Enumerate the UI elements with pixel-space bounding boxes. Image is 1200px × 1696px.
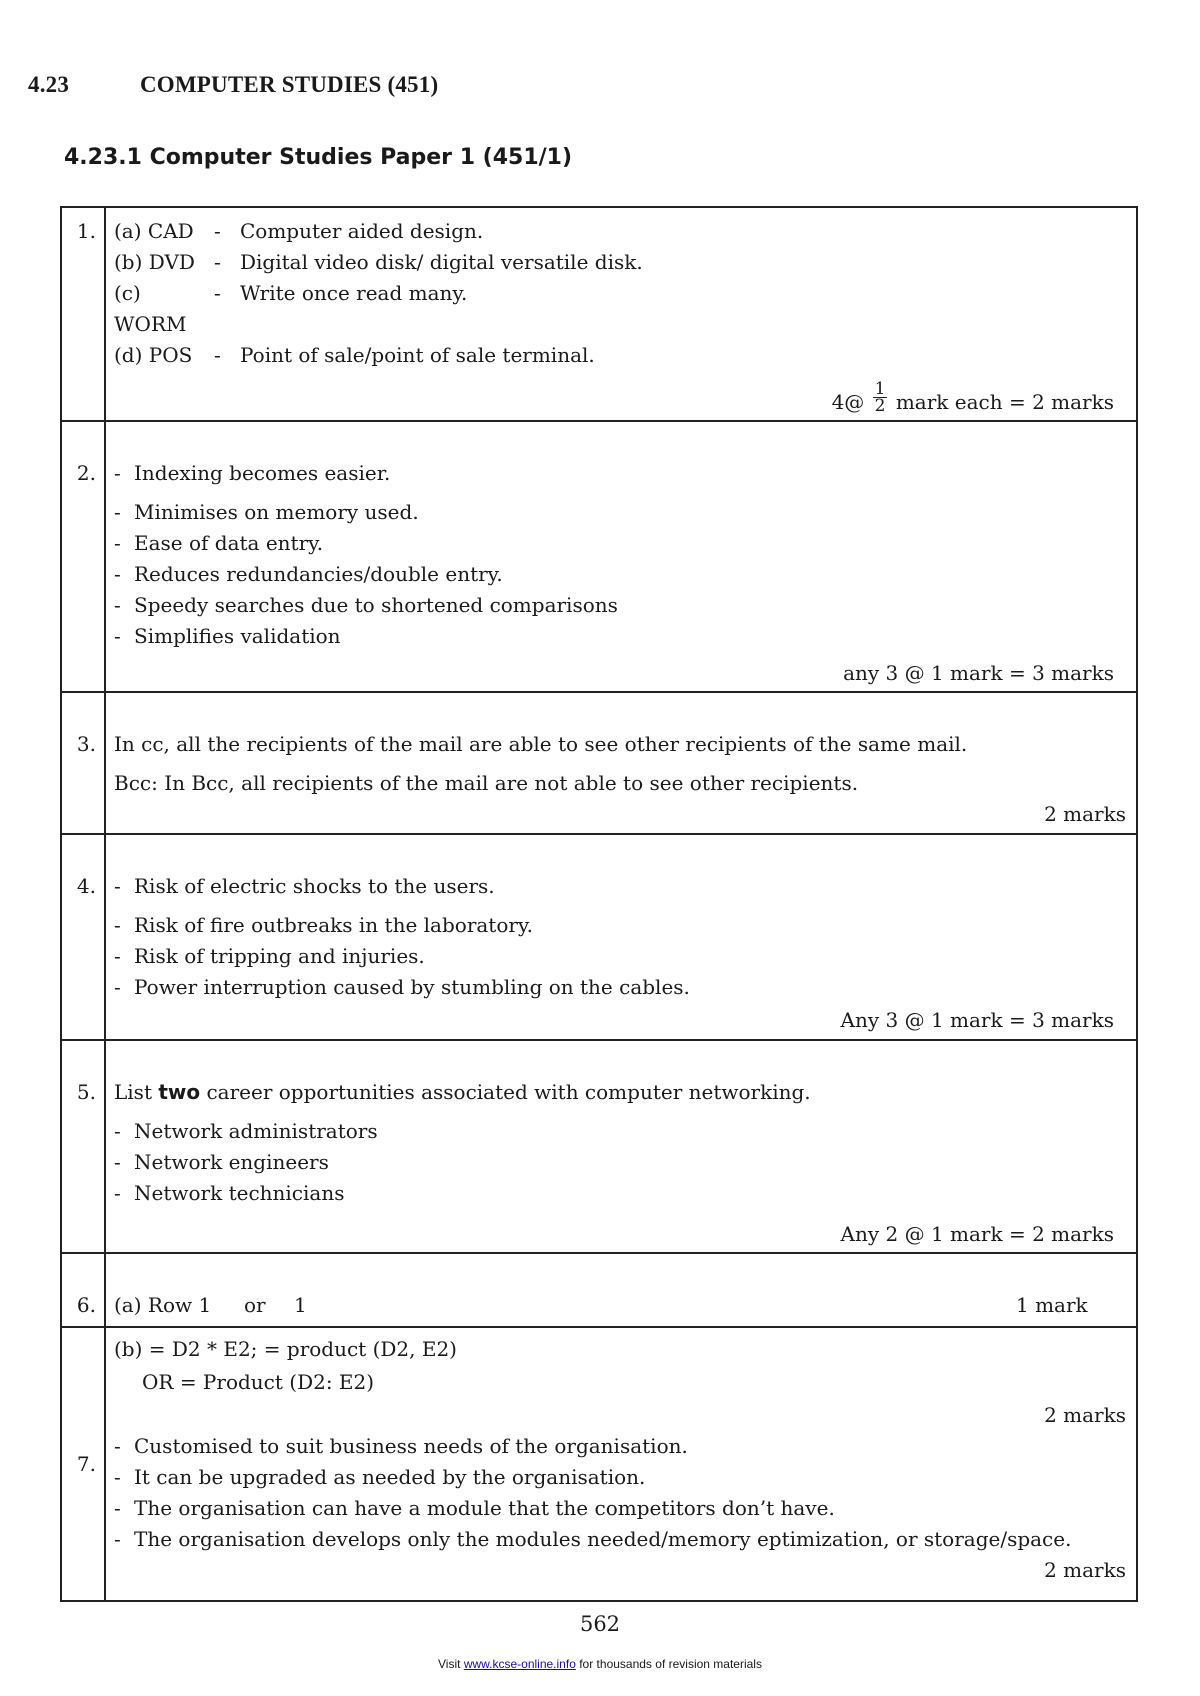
footer-text: for thousands of revision materials bbox=[579, 1657, 762, 1671]
answer-line: Bcc: In Bcc, all recipients of the mail are not able to see other recipients. bbox=[114, 771, 859, 795]
half-fraction: $\frac{1}{2}$ bbox=[874, 379, 886, 416]
answer-item: - Customised to suit business needs of the organisation. bbox=[114, 1434, 688, 1458]
answer-item: (a) CAD - Computer aided design. bbox=[114, 219, 484, 243]
question-number: 7. bbox=[61, 1327, 105, 1601]
answer-cell bbox=[105, 834, 1137, 1040]
marks-allocation: any 3 @ 1 mark = 3 marks bbox=[843, 661, 1114, 685]
answer-item: - Risk of fire outbreaks in the laboratory. bbox=[114, 913, 533, 937]
footer bbox=[0, 1657, 1200, 1671]
page-number: 562 bbox=[579, 1612, 621, 1636]
answer-item: - Network administrators bbox=[114, 1119, 378, 1143]
marks-allocation: 1 mark bbox=[1016, 1293, 1088, 1317]
answer-cell bbox=[105, 692, 1137, 834]
answer-item: - Minimises on memory used. bbox=[114, 500, 419, 524]
answer-item: - Reduces redundancies/double entry. bbox=[114, 562, 503, 586]
question-prompt: List two career opportunities associated with computer networking. bbox=[114, 1080, 811, 1104]
question-row-6 bbox=[61, 1253, 1137, 1327]
answer-item: - Risk of tripping and injuries. bbox=[114, 944, 425, 968]
question-number: 1. bbox=[61, 207, 105, 421]
section-heading bbox=[28, 72, 438, 98]
answer-line: In cc, all the recipients of the mail are able to see other recipients of the same mail. bbox=[114, 732, 968, 756]
question-row-7 bbox=[61, 1327, 1137, 1601]
question-number: 2. bbox=[61, 421, 105, 692]
marking-scheme-table bbox=[60, 206, 1138, 1602]
answer-item: (b) DVD - Digital video disk/ digital versatile disk. bbox=[114, 250, 643, 274]
answer-cell bbox=[105, 1253, 1137, 1327]
footer-link[interactable]: www.kcse-online.info bbox=[463, 1657, 576, 1671]
answer-cell bbox=[105, 1327, 1137, 1601]
answer-cell bbox=[105, 207, 1137, 421]
answer-line: (b) = D2 * E2; = product (D2, E2) bbox=[114, 1337, 457, 1361]
answer-item: - Power interruption caused by stumbling on the cables. bbox=[114, 975, 690, 999]
question-row-3 bbox=[61, 692, 1137, 834]
answer-line: (a) Row 1 or 1 1 mark bbox=[114, 1290, 1126, 1321]
answer-line: OR = Product (D2: E2) bbox=[142, 1370, 375, 1394]
question-row-2 bbox=[61, 421, 1137, 692]
section-number: 4.23 bbox=[28, 72, 70, 97]
question-number: 4. bbox=[61, 834, 105, 1040]
answer-item: - Network technicians bbox=[114, 1181, 345, 1205]
answer-item: - Risk of electric shocks to the users. bbox=[114, 874, 495, 898]
marks-allocation: Any 2 @ 1 mark = 2 marks bbox=[840, 1222, 1114, 1246]
answer-item: - Indexing becomes easier. bbox=[114, 461, 391, 485]
answer-item: - Simplifies validation bbox=[114, 624, 341, 648]
answer-item: - Speedy searches due to shortened comparisons bbox=[114, 593, 618, 617]
marks-allocation: 4@ $\frac{1}{2}$ mark each = 2 marks bbox=[831, 379, 1114, 416]
question-row-1 bbox=[61, 207, 1137, 421]
section-title: COMPUTER STUDIES (451) bbox=[140, 72, 439, 97]
question-row-5 bbox=[61, 1040, 1137, 1253]
question-number: 5. bbox=[61, 1040, 105, 1253]
answer-item: (d) POS - Point of sale/point of sale terminal. bbox=[114, 343, 595, 367]
marks-allocation: Any 3 @ 1 mark = 3 marks bbox=[840, 1008, 1114, 1032]
footer-visit: Visit bbox=[438, 1657, 461, 1671]
answer-cell bbox=[105, 1040, 1137, 1253]
answer-item: - It can be upgraded as needed by the organisation. bbox=[114, 1465, 646, 1489]
question-number: 6. bbox=[61, 1253, 105, 1327]
answer-item: - The organisation develops only the modules needed/memory eptimization, or storage/space. bbox=[114, 1527, 1072, 1551]
marks-allocation: 2 marks bbox=[1044, 1403, 1126, 1427]
marks-allocation: 2 marks bbox=[1044, 802, 1126, 826]
answer-item: - Network engineers bbox=[114, 1150, 329, 1174]
answer-item: - The organisation can have a module that the competitors don’t have. bbox=[114, 1496, 835, 1520]
subsection-title: 4.23.1 Computer Studies Paper 1 (451/1) bbox=[64, 145, 573, 170]
question-number: 3. bbox=[61, 692, 105, 834]
answer-cell bbox=[105, 421, 1137, 692]
question-row-4 bbox=[61, 834, 1137, 1040]
marks-allocation: 2 marks bbox=[1044, 1558, 1126, 1582]
answer-item: - Ease of data entry. bbox=[114, 531, 324, 555]
answer-item: (c) WORM - Write once read many. bbox=[114, 281, 468, 336]
